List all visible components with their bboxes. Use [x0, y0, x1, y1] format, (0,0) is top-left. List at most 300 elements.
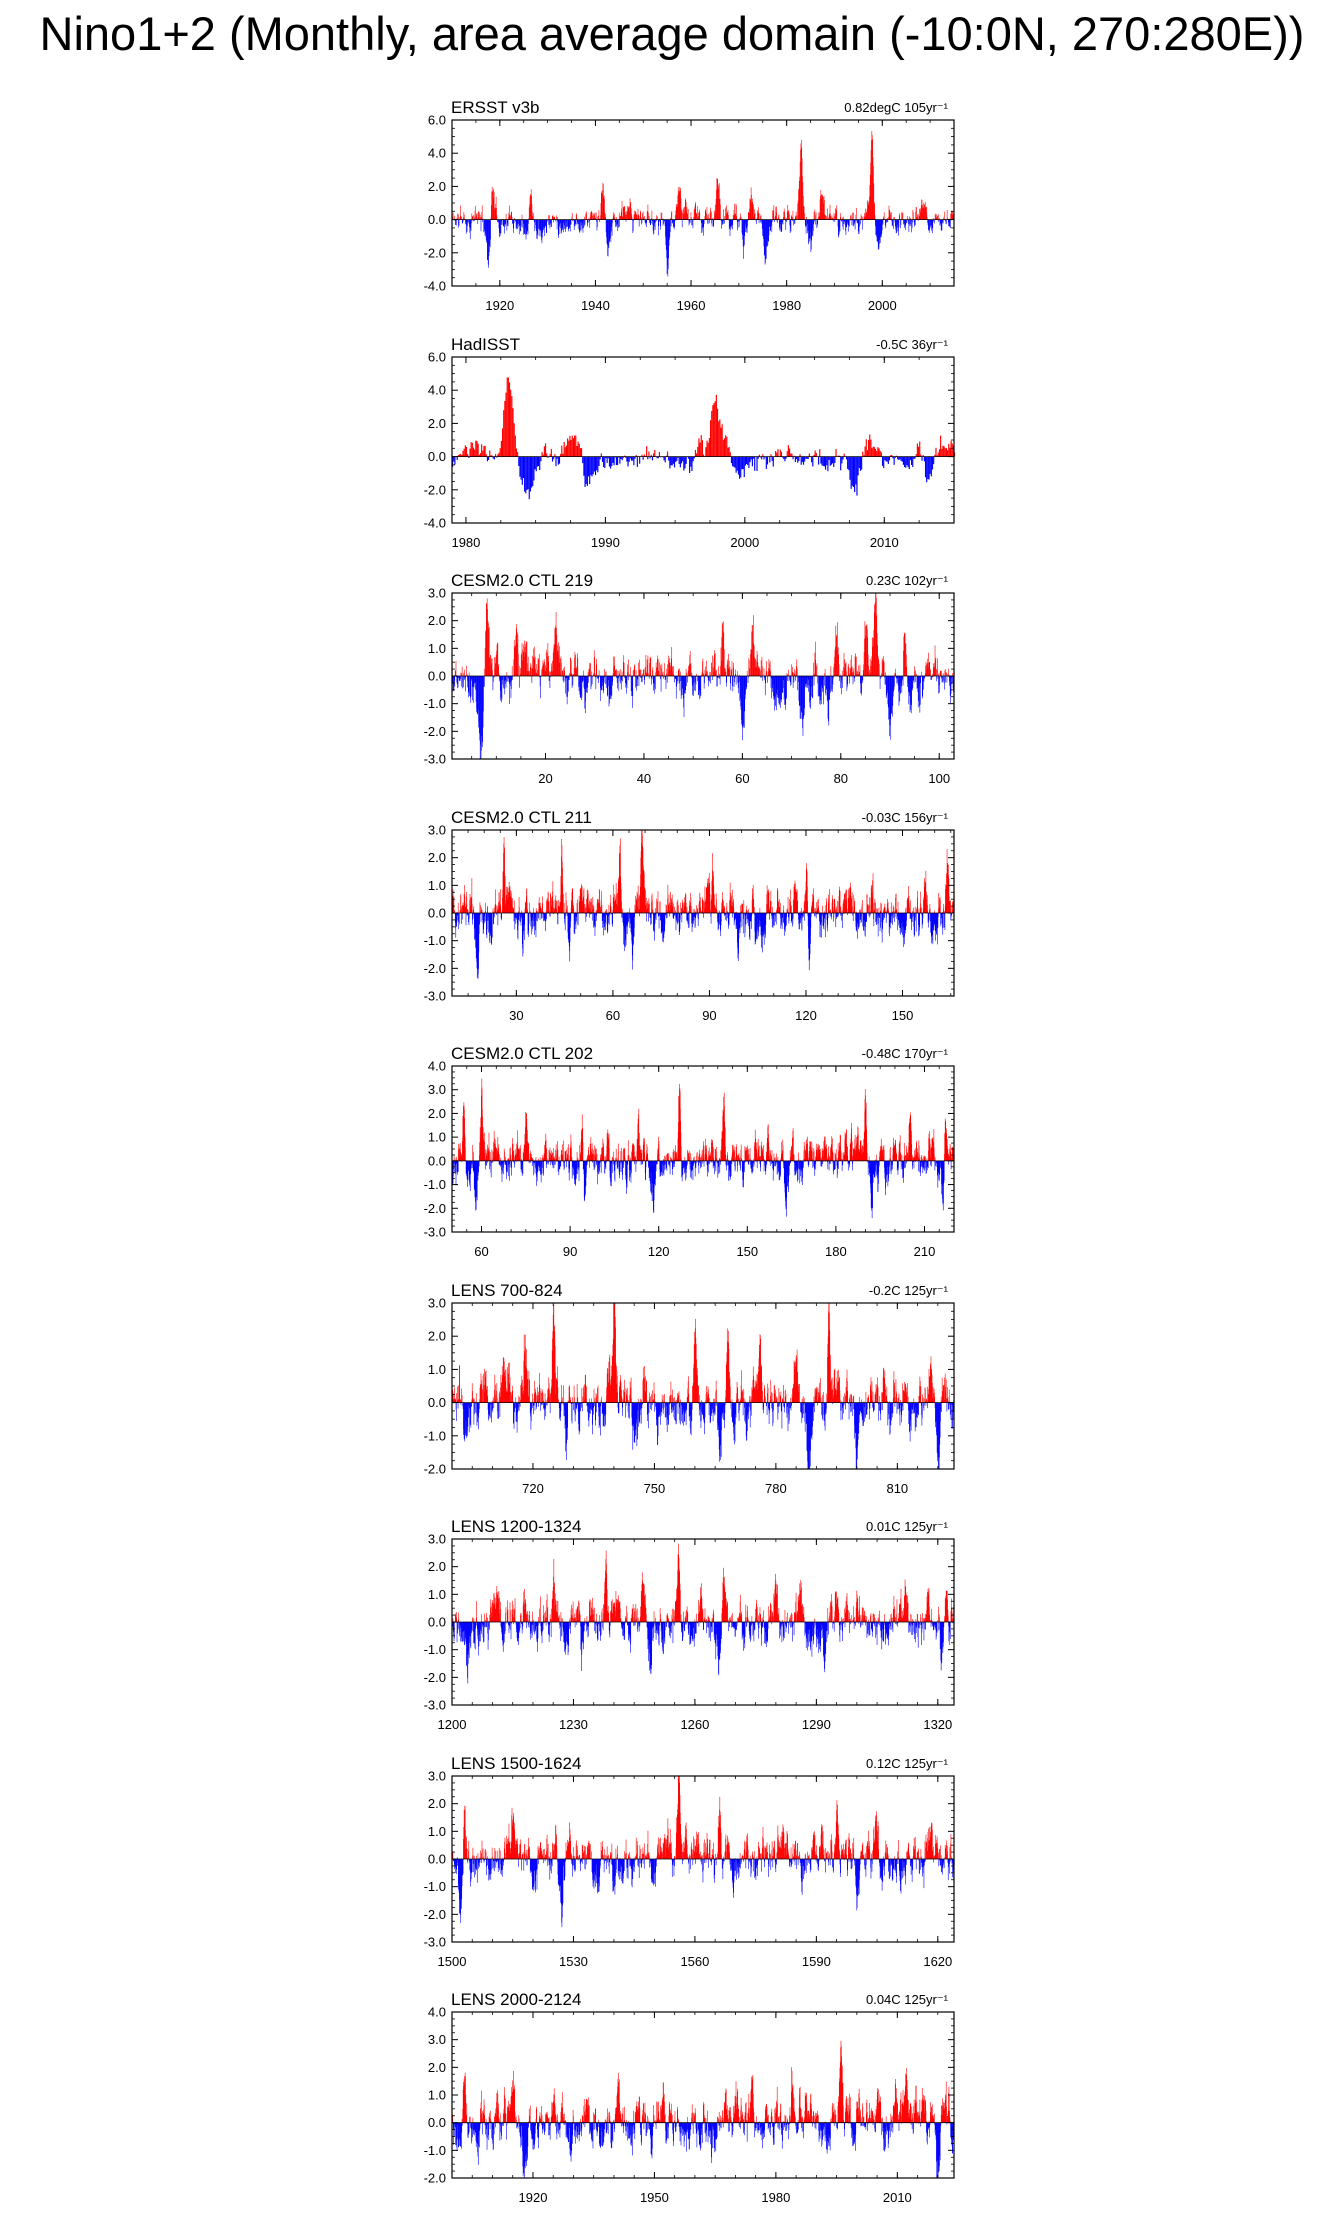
positive-bar — [940, 900, 941, 913]
negative-bar — [520, 913, 521, 922]
positive-bar — [814, 908, 815, 912]
negative-bar — [589, 220, 590, 228]
positive-bar — [678, 905, 679, 913]
negative-bar — [508, 220, 509, 226]
positive-bar — [943, 673, 944, 676]
negative-bar — [637, 456, 638, 466]
negative-bar — [813, 676, 814, 698]
negative-bar — [655, 913, 656, 918]
negative-bar — [650, 913, 651, 918]
positive-bar — [545, 443, 546, 456]
positive-bar — [695, 449, 696, 456]
negative-bar — [576, 220, 577, 225]
positive-bar — [550, 453, 551, 456]
negative-bar — [691, 456, 692, 470]
x-tick-label: 60 — [735, 771, 750, 786]
negative-bar — [583, 456, 584, 475]
negative-bar — [885, 456, 886, 461]
negative-bar — [565, 913, 566, 916]
positive-bar — [625, 212, 626, 219]
positive-bar — [789, 448, 790, 456]
positive-bar — [553, 215, 554, 219]
positive-bar — [779, 215, 780, 220]
positive-bar — [602, 905, 603, 913]
positive-bar — [514, 900, 515, 912]
positive-bar — [715, 653, 716, 676]
negative-bar — [791, 220, 792, 232]
negative-bar — [454, 456, 455, 464]
x-tick-label: 80 — [833, 771, 849, 786]
positive-bar — [553, 900, 554, 912]
positive-bar — [777, 449, 778, 456]
positive-bar — [792, 667, 793, 676]
positive-bar — [726, 436, 727, 456]
positive-bar — [707, 215, 708, 219]
negative-bar — [741, 913, 742, 927]
negative-bar — [519, 676, 520, 688]
negative-bar — [634, 913, 635, 917]
negative-bar — [856, 913, 857, 930]
positive-bar — [780, 449, 781, 456]
negative-bar — [612, 456, 613, 462]
positive-bar — [583, 670, 584, 676]
positive-bar — [473, 906, 474, 913]
negative-bar — [909, 456, 910, 469]
negative-bar — [466, 913, 467, 925]
positive-bar — [580, 448, 581, 456]
positive-bar — [878, 448, 879, 456]
positive-bars — [455, 377, 955, 456]
positive-bar — [710, 672, 711, 676]
positive-bar — [660, 665, 661, 676]
positive-bar — [909, 217, 910, 220]
negative-bar — [947, 676, 948, 682]
negative-bar — [622, 676, 623, 681]
negative-bar — [587, 456, 588, 485]
positive-bar — [641, 669, 642, 676]
negative-bar — [834, 913, 835, 917]
negative-bar — [795, 456, 796, 461]
negative-bar — [829, 456, 830, 459]
positive-bar — [715, 401, 716, 456]
positive-bar — [584, 217, 585, 220]
negative-bar — [723, 220, 724, 225]
negative-bar — [840, 456, 841, 470]
y-tick-label: 0.0 — [427, 212, 446, 228]
negative-bar — [820, 456, 821, 463]
negative-bar — [824, 913, 825, 919]
negative-bar — [847, 676, 848, 684]
positive-bar — [648, 655, 649, 676]
negative-bar — [869, 913, 870, 917]
negative-bar — [696, 676, 697, 685]
positive-bar — [667, 910, 668, 913]
negative-bar — [652, 676, 653, 679]
positive-bar — [720, 205, 721, 220]
positive-bar — [849, 667, 850, 676]
negative-bar — [521, 913, 522, 917]
y-tick-label: 0.0 — [427, 668, 446, 684]
positive-bar — [513, 908, 514, 912]
positive-bar — [519, 907, 520, 913]
positive-bar — [622, 909, 623, 913]
positive-bar — [944, 212, 945, 220]
negative-bar — [711, 913, 712, 924]
negative-bar — [639, 913, 640, 916]
positive-bar — [737, 671, 738, 676]
positive-bar — [905, 908, 906, 913]
positive-bar — [706, 440, 707, 456]
negative-bar — [841, 913, 842, 921]
panel-stat: 0.23C 102yr⁻¹ — [865, 573, 948, 588]
positive-bar — [705, 447, 706, 456]
negative-bar — [732, 220, 733, 225]
negative-bar — [908, 456, 909, 467]
negative-bar — [514, 220, 515, 224]
positive-bar — [576, 215, 577, 220]
positive-bar — [606, 909, 607, 913]
negative-bar — [524, 456, 525, 491]
positive-bar — [578, 441, 579, 456]
positive-bar — [476, 441, 477, 457]
positive-bar — [591, 902, 592, 913]
negative-bar — [584, 456, 585, 486]
negative-bar — [713, 220, 714, 228]
negative-bar — [777, 220, 778, 223]
positive-bar — [482, 205, 483, 219]
positive-bar — [906, 667, 907, 676]
negative-bar — [619, 220, 620, 227]
positive-bar — [493, 908, 494, 913]
page-title: Nino1+2 (Monthly, area average domain (-10:0N, 270:280E)) — [39, 7, 1305, 60]
positive-bar — [489, 450, 490, 456]
positive-bar — [599, 670, 600, 676]
negative-bar — [468, 676, 469, 697]
positive-bar — [815, 209, 816, 219]
positive-bar — [533, 908, 534, 913]
positive-bar — [629, 908, 630, 913]
negative-bar — [915, 676, 916, 682]
positive-bar — [666, 904, 667, 912]
positive-bar — [776, 207, 777, 220]
positive-bar — [611, 907, 612, 913]
negative-bar — [522, 456, 523, 484]
positive-bar — [604, 669, 605, 676]
negative-bar — [862, 220, 863, 230]
negative-bar — [667, 913, 668, 918]
negative-bar — [469, 913, 470, 919]
positive-bar — [541, 452, 542, 457]
negative-bar — [853, 913, 854, 921]
x-tick-label: 1980 — [772, 298, 802, 313]
positive-bar — [659, 662, 660, 676]
positive-bar — [944, 446, 945, 456]
negative-bar — [682, 913, 683, 922]
positive-bar — [502, 428, 503, 456]
positive-bar — [741, 217, 742, 220]
positive-bar — [563, 668, 564, 676]
positive-bar — [852, 672, 853, 676]
positive-bar — [815, 450, 816, 456]
negative-bar — [690, 220, 691, 223]
negative-bar — [494, 913, 495, 917]
negative-bar — [591, 456, 592, 476]
negative-bar — [678, 676, 679, 681]
positive-bar — [899, 215, 900, 219]
negative-bar — [712, 220, 713, 227]
positive-bar — [814, 212, 815, 220]
positive-bar — [473, 447, 474, 456]
positive-bar — [481, 444, 482, 456]
negative-bar — [478, 220, 479, 224]
positive-bar — [946, 673, 947, 676]
negative-bar — [605, 676, 606, 684]
negative-bar — [747, 913, 748, 919]
negative-bar — [804, 456, 805, 461]
negative-bar — [831, 456, 832, 464]
negative-bar — [523, 456, 524, 477]
positive-bar — [660, 901, 661, 913]
negative-bar — [743, 913, 744, 919]
negative-bar — [944, 676, 945, 690]
negative-bar — [854, 456, 855, 491]
positive-bar — [804, 213, 805, 219]
negative-bar — [540, 913, 541, 920]
negative-bar — [588, 220, 589, 223]
positive-bar — [807, 901, 808, 913]
negative-bar — [759, 913, 760, 920]
positive-bar — [681, 908, 682, 913]
negative-bar — [461, 676, 462, 687]
positive-bar — [664, 663, 665, 676]
negative-bar — [588, 456, 589, 476]
positive-bar — [692, 673, 693, 676]
positive-bar — [917, 214, 918, 219]
negative-bar — [546, 913, 547, 921]
negative-bar — [614, 456, 615, 465]
negative-bar — [609, 913, 610, 925]
positive-bar — [456, 661, 457, 676]
negative-bar — [619, 456, 620, 463]
negative-bar — [575, 913, 576, 924]
positive-bar — [877, 447, 878, 456]
positive-bar — [507, 672, 508, 676]
negative-bar — [731, 456, 732, 462]
positive-bar — [720, 427, 721, 456]
positive-bar — [463, 673, 464, 676]
negative-bar — [459, 913, 460, 923]
y-tick-label: -2.0 — [423, 481, 446, 497]
positive-bar — [560, 659, 561, 676]
positive-bar — [567, 438, 568, 456]
positive-bar — [711, 410, 712, 456]
negative-bar — [536, 913, 537, 921]
negative-bar — [507, 676, 508, 681]
negative-bar — [458, 676, 459, 687]
positive-bar — [511, 396, 512, 456]
positive-bar — [910, 900, 911, 913]
negative-bar — [797, 456, 798, 462]
negative-bar — [595, 456, 596, 474]
negative-bar — [569, 676, 570, 680]
positive-bar — [646, 655, 647, 676]
negative-bar — [683, 456, 684, 470]
positive-bar — [710, 909, 711, 912]
negative-bar — [883, 220, 884, 225]
positive-bar — [635, 664, 636, 676]
positive-bar — [480, 453, 481, 456]
negative-bar — [487, 456, 488, 461]
positive-bar — [703, 659, 704, 676]
positive-bar — [657, 910, 658, 913]
negative-bar — [549, 676, 550, 681]
negative-bar — [519, 913, 520, 920]
chart-plot — [0, 335, 1344, 563]
negative-bar — [831, 676, 832, 691]
negative-bar — [834, 456, 835, 462]
negative-bar — [677, 913, 678, 924]
positive-bar — [879, 907, 880, 912]
negative-bar — [694, 676, 695, 683]
positive-bar — [566, 445, 567, 456]
negative-bar — [587, 676, 588, 688]
x-tick-label: 100 — [928, 771, 951, 786]
positive-bar — [776, 452, 777, 456]
negative-bar — [663, 456, 664, 460]
positive-bar — [596, 659, 597, 676]
positive-bar — [547, 899, 548, 913]
positive-bar — [473, 215, 474, 219]
positive-bar — [870, 439, 871, 456]
positive-bar — [919, 441, 920, 456]
negative-bar — [709, 676, 710, 681]
positive-bar — [903, 213, 904, 220]
positive-bar — [790, 889, 791, 912]
positive-bar — [872, 448, 873, 456]
positive-bar — [860, 665, 861, 676]
negative-bar — [724, 220, 725, 224]
positive-bar — [716, 670, 717, 676]
positive-bar — [935, 447, 936, 456]
negative-bar — [852, 456, 853, 485]
positive-bar — [691, 905, 692, 912]
negative-bar — [518, 456, 519, 465]
positive-bar — [867, 450, 868, 456]
negative-bar — [534, 220, 535, 232]
positive-bar — [884, 907, 885, 913]
negative-bar — [737, 456, 738, 470]
negative-bar — [462, 913, 463, 920]
positive-bar — [734, 908, 735, 913]
positive-bar — [774, 205, 775, 219]
positive-bar — [529, 902, 530, 912]
positive-bar — [585, 907, 586, 913]
negative-bar — [471, 220, 472, 224]
negative-bars — [455, 913, 952, 979]
positive-bar — [686, 669, 687, 676]
positive-bar — [830, 909, 831, 913]
positive-bar — [569, 435, 570, 456]
positive-bar — [542, 910, 543, 913]
negative-bar — [532, 676, 533, 683]
negative-bar — [626, 456, 627, 461]
negative-bar — [611, 456, 612, 465]
positive-bar — [701, 435, 702, 456]
negative-bar — [673, 913, 674, 918]
negative-bar — [836, 913, 837, 917]
positive-bar — [949, 447, 950, 456]
positive-bar — [485, 445, 486, 456]
positive-bar — [674, 906, 675, 912]
negative-bar — [730, 676, 731, 690]
positive-bar — [856, 657, 857, 676]
negative-bar — [797, 676, 798, 690]
positive-bar — [509, 382, 510, 456]
positive-bar — [578, 658, 579, 676]
positive-bar — [713, 403, 714, 456]
negative-bar — [911, 456, 912, 464]
positive-bar — [575, 435, 576, 456]
negative-bar — [633, 456, 634, 465]
negative-bar — [859, 456, 860, 468]
x-tick-label: 1960 — [676, 298, 706, 313]
positive-bar — [945, 448, 946, 456]
negative-bar — [637, 676, 638, 679]
negative-bar — [612, 676, 613, 686]
negative-bar — [488, 913, 489, 933]
negative-bar — [685, 676, 686, 690]
negative-bar — [733, 456, 734, 466]
positive-bar — [938, 452, 939, 456]
negative-bar — [457, 913, 458, 923]
positive-bar — [628, 672, 629, 676]
positive-bar — [818, 906, 819, 913]
negative-bar — [620, 676, 621, 683]
positive-bar — [708, 442, 709, 456]
positive-bar — [590, 898, 591, 912]
negative-bars — [453, 220, 954, 277]
positive-bar — [743, 900, 744, 913]
positive-bar — [950, 900, 951, 913]
negative-bar — [934, 220, 935, 224]
negative-bar — [693, 220, 694, 229]
negative-bar — [583, 676, 584, 681]
negative-bar — [680, 676, 681, 691]
negative-bar — [583, 220, 584, 233]
negative-bar — [479, 913, 480, 934]
negative-bar — [628, 676, 629, 680]
negative-bar — [704, 676, 705, 683]
positive-bar — [939, 449, 940, 456]
positive-bar — [487, 907, 488, 913]
negative-bar — [904, 456, 905, 466]
negative-bar — [567, 220, 568, 227]
negative-bar — [832, 456, 833, 463]
positive-bar — [573, 908, 574, 912]
positive-bar — [825, 215, 826, 219]
negative-bar — [602, 913, 603, 928]
negative-bar — [627, 456, 628, 466]
negative-bar — [479, 913, 480, 924]
positive-bar — [844, 453, 845, 456]
positive-bar — [458, 214, 459, 219]
positive-bar — [876, 450, 877, 456]
negative-bar — [866, 913, 867, 922]
positive-bar — [619, 213, 620, 220]
positive-bar — [551, 448, 552, 456]
negative-bar — [856, 456, 857, 495]
negative-bar — [585, 220, 586, 225]
